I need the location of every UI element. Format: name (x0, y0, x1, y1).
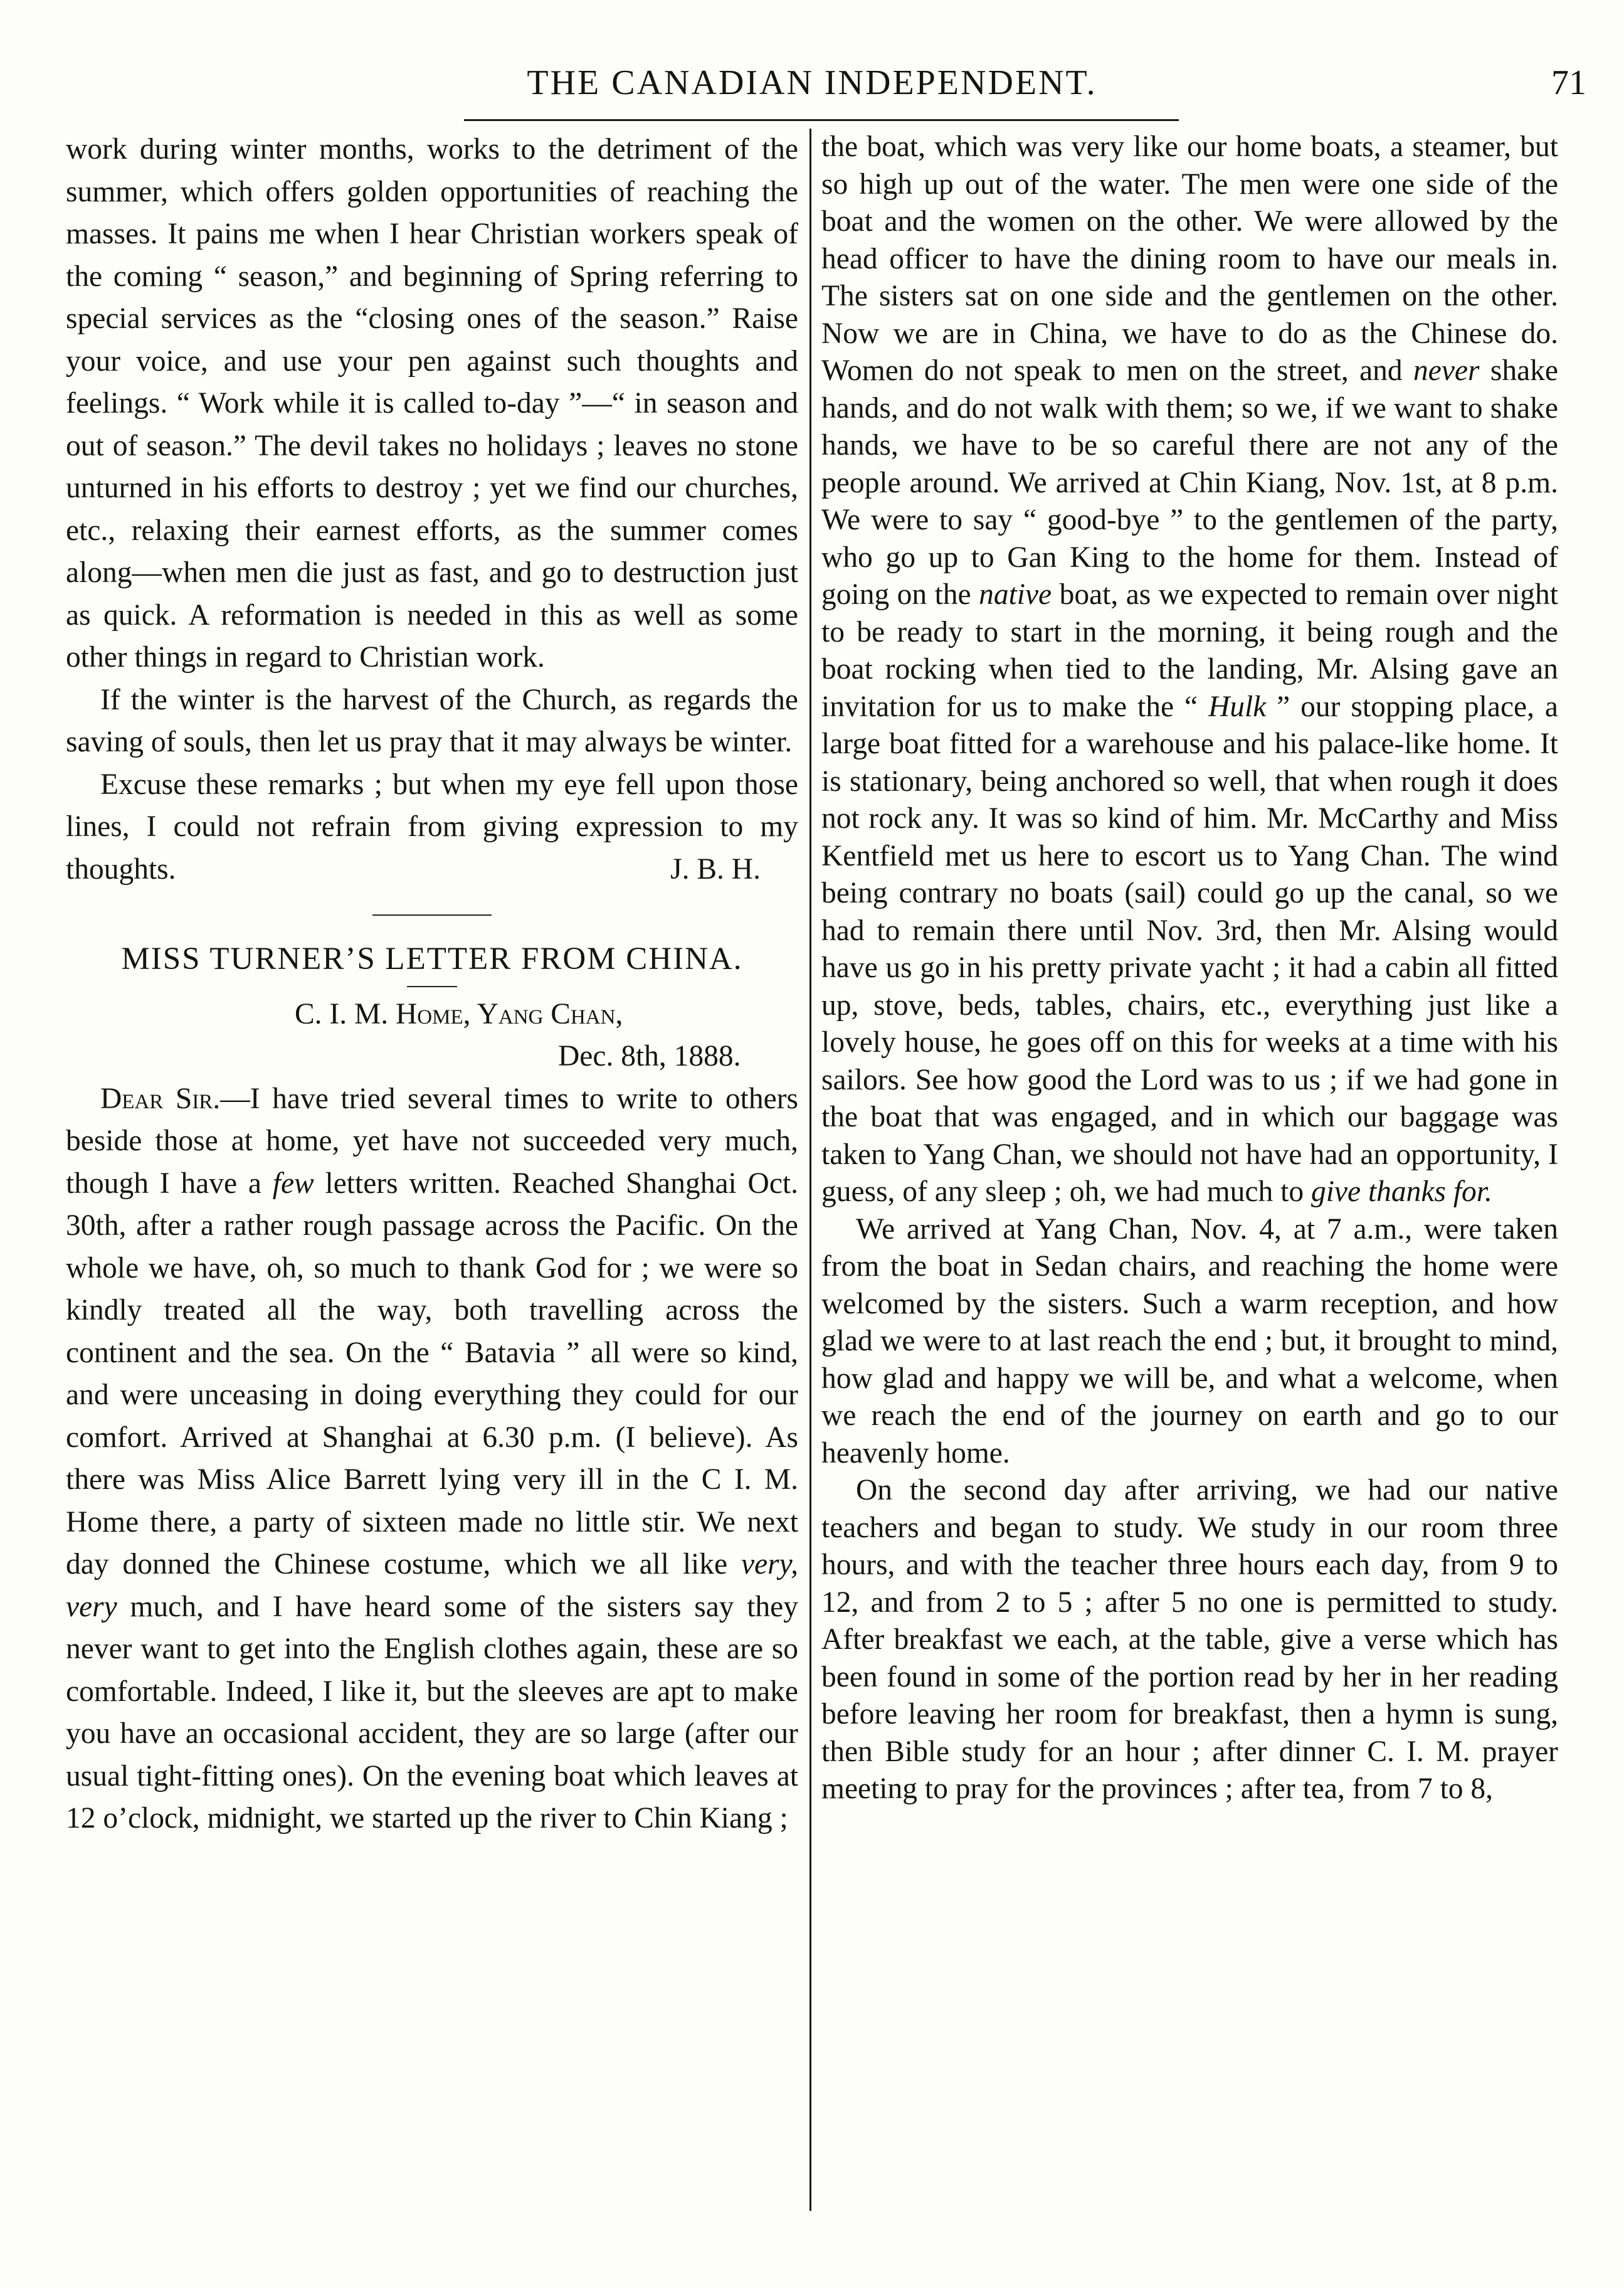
paragraph: work during winter months, works to the detriment of the summer, which offers golden opportunities of reaching the masses. It pains me when I hear Christian workers speak of the coming “ season,” and beginning of Spring referring to special services as the “closing ones of the season.” Raise your voice, and use your pen against such thoughts and feelings. “ Work while it is called to-day ”—“ in season and out of season.” The devil takes no holidays ; leaves no stone unturned in his efforts to destroy ; yet we find our churches, etc., relaxing their earnest efforts, as the summer comes along—when men die just as fast, and go to destruction just as quick. A reformation is needed in this as well as some other things in regard to Christian work. (66, 133, 798, 674)
letter-date: Dec. 8th, 1888. (558, 1040, 741, 1072)
paragraph-text: Excuse these remarks ; but when my eye fell upon those lines, I could not refrain from giving expression to my thoughts. (66, 768, 798, 886)
column-divider (809, 129, 811, 2211)
letter-paragraph: the boat, which was very like our home boats, a steamer, but so high up out of the water. The men were one side of the boat and the women on the other. We were allowed by the head officer to have the dining room to have our meals in. The sisters sat on one side and the gentlemen on the other. Now we are in China, we have to do as the Chinese do. Women do not speak to men on the street, and never shake hands, and do not walk with them; so we, if we want to shake hands, we have to be so careful there are not any of the people around. We arrived at Chin Kiang, Nov. 1st, at 8 p.m. We were to say “ good-bye ” to the gentlemen of the party, who go up to Gan King to the home for them. Instead of going on the native boat, as we expected to remain over night to be ready to start in the morning, it being rough and the boat rocking when tied to the landing, Mr. Alsing gave an invitation for us to make the “ Hulk ” our stopping place, a large boat fitted for a warehouse and his palace-like home. It is stationary, being anchored so well, that when rough it does not rock any. It was so kind of him. Mr. McCarthy and Miss Kentfield met us here to escort us to Yang Chan. The wind being contrary no boats (sail) could go up the canal, so we had to remain there until Nov. 3rd, then Mr. Alsing would have us go in his pretty private yacht ; it had a cabin all fitted up, stove, beds, tables, chairs, etc., everything just like a lovely house, he goes off on this for weeks at a time with his sailors. See how good the Lord was to us ; if we had gone in the boat that was engaged, and in which our baggage was taken to Yang Chan, we should not have had an opportunity, I guess, of any sleep ; oh, we had much to give thanks for. (821, 130, 1559, 1208)
page-header (38, 63, 1586, 113)
letter-paragraph: We arrived at Yang Chan, Nov. 4, at 7 a.m., were taken from the boat in Sedan chairs, and reaching the home were welcomed by the sisters. Such a warm reception, and how glad we were to at last reach the end ; but, it brought to mind, how glad and happy we will be, and what a welcome, when we reach the end of the journey on earth and go to our heavenly home. (821, 1212, 1558, 1470)
page-number: 71 (1551, 63, 1586, 102)
right-column (821, 129, 1558, 1808)
header-rule (464, 119, 1179, 121)
salutation: Dear Sir. (100, 1082, 221, 1115)
paragraph: If the winter is the harvest of the Church, as regards the saving of souls, then let us pray that it may always be winter. (66, 683, 798, 758)
left-column (66, 129, 798, 1840)
paragraph (66, 764, 798, 891)
letter-paragraph: Dear Sir.—I have tried several times to write to others beside those at home, yet have not succeeded very much, though I have a few letters written. Reached Shanghai Oct. 30th, after a rather rough passage across the Pacific. On the whole we have, oh, so much to thank God for ; we were so kindly treated all the way, both travelling across the continent and the sea. On the “ Batavia ” all were so kind, and were unceasing in doing everything they could for our comfort. Arrived at Shanghai at 6.30 p.m. (I believe). As there was Miss Alice Barrett lying very ill in the C I. M. Home there, a party of sixteen made no little stir. We next day donned the Chinese costume, which we all like very, very much, and I have heard some of the sisters say they never want to get into the English clothes again, these are so comfortable. Indeed, I like it, but the sleeves are apt to make you have an occasional accident, they are so large (after our usual tight-fitting ones). On the evening boat which leaves at 12 o’clock, midnight, we started up the river to Chin Kiang ; (66, 1082, 798, 1835)
signature: J. B. H. (670, 852, 761, 886)
heading-rule (407, 986, 457, 987)
letter-address: C. I. M. Home, Yang Chan, (295, 997, 623, 1030)
letter-heading: MISS TURNER’S LETTER FROM CHINA. (121, 941, 743, 977)
publication-title: THE CANADIAN INDEPENDENT. (527, 63, 1097, 102)
letter-paragraph: On the second day after arriving, we had our native teachers and began to study. We study in our room three hours, and with the teacher three hours each day, from 9 to 12, and from 2 to 5 ; after 5 no one is permitted to study. After breakfast we each, at the table, give a verse which has been found in some of the portion read by her in her reading before leaving her room for breakfast, then a hymn is sung, then Bible study for an hour ; after dinner C. I. M. prayer meeting to pray for the provinces ; after tea, from 7 to 8, (821, 1474, 1558, 1805)
